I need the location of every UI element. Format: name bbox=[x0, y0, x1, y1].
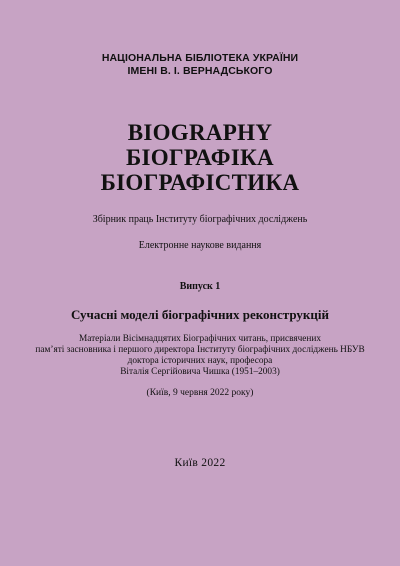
title-biografistyka: БІОГРАФІСТИКА bbox=[100, 170, 300, 195]
main-titles bbox=[0, 120, 400, 195]
publisher bbox=[0, 52, 400, 78]
issue-label: Випуск 1 bbox=[179, 281, 221, 292]
issue-title: Сучасні моделі біографічних реконструкцій bbox=[70, 307, 329, 322]
description-line: пам’яті засновника і першого директора Інституту біографічних досліджень НБУВ bbox=[35, 345, 365, 355]
event-date: (Київ, 9 червня 2022 року) bbox=[146, 388, 254, 398]
description-line: Віталія Сергійовича Чишка (1951–2003) bbox=[120, 367, 280, 377]
edition-type: Електронне наукове видання bbox=[138, 240, 262, 251]
description-line: Матеріали Вісімнадцятих Біографічних читань, присвячених bbox=[78, 334, 322, 344]
description bbox=[0, 334, 400, 378]
subtitle: Збірник праць Інституту біографічних досліджень bbox=[92, 214, 308, 225]
title-english: BIOGRAPHY bbox=[127, 120, 273, 145]
description-line: доктора історичних наук, професора bbox=[127, 356, 273, 366]
title-biografika: БІОГРАФІКА bbox=[126, 145, 274, 170]
place-year: Київ 2022 bbox=[174, 457, 226, 469]
publisher-line-1: НАЦІОНАЛЬНА БІБЛІОТЕКА УКРАЇНИ bbox=[101, 52, 299, 64]
publisher-line-2: ІМЕНІ В. І. ВЕРНАДСЬКОГО bbox=[127, 65, 273, 77]
